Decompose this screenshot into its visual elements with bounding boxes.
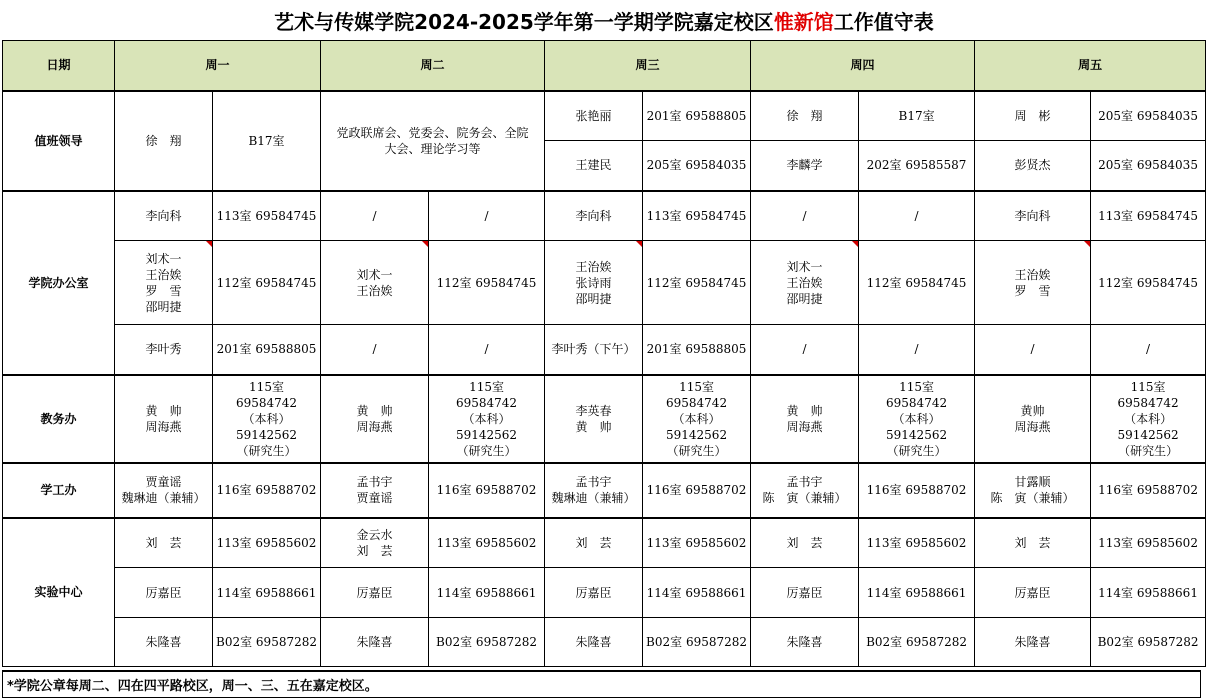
header-fri: 周五 [975, 41, 1206, 91]
leader-fri-room-1: 205室 69584035 [1091, 91, 1206, 141]
office-row-1 [3, 191, 1206, 241]
leader-wed-name-2: 王建民 [545, 141, 643, 191]
academic-cell: 黄 帅 周海燕 [321, 375, 429, 463]
lab-cell: 113室 69585602 [643, 518, 751, 568]
footnote: *学院公章每周二、四在四平路校区，周一、三、五在嘉定校区。 [2, 670, 1201, 698]
header-row [3, 41, 1206, 91]
office-cell: 113室 69584745 [213, 191, 321, 241]
office-cell: / [751, 191, 859, 241]
page-title [0, 0, 1208, 40]
student-cell: 贾童谣 魏琳迪（兼辅） [115, 463, 213, 518]
lab-cell: 刘 芸 [975, 518, 1091, 568]
lab-cell: 113室 69585602 [429, 518, 545, 568]
academic-cell: 115室 69584742 （本科） 59142562 （研究生） [643, 375, 751, 463]
dept-office: 学院办公室 [3, 191, 115, 375]
lab-cell: 朱隆喜 [751, 618, 859, 667]
lab-cell: 朱隆喜 [115, 618, 213, 667]
leader-wed-name-1: 张艳丽 [545, 91, 643, 141]
academic-row [3, 375, 1206, 463]
leader-fri-name-2: 彭贤杰 [975, 141, 1091, 191]
lab-cell: 113室 69585602 [859, 518, 975, 568]
office-cell: / [859, 325, 975, 375]
lab-cell: 114室 69588661 [429, 568, 545, 618]
header-date: 日期 [3, 41, 115, 91]
office-cell: / [429, 191, 545, 241]
student-cell: 孟书宇 贾童谣 [321, 463, 429, 518]
lab-cell: 113室 69585602 [1091, 518, 1206, 568]
title-suffix: 工作值守表 [833, 9, 934, 34]
student-cell: 116室 69588702 [643, 463, 751, 518]
office-cell: / [429, 325, 545, 375]
office-cell: 王治娭 张诗雨 邵明捷 [545, 241, 643, 325]
lab-cell: 朱隆喜 [545, 618, 643, 667]
lab-cell: 刘 芸 [751, 518, 859, 568]
office-cell: 112室 69584745 [859, 241, 975, 325]
dept-student: 学工办 [3, 463, 115, 518]
academic-cell: 黄 帅 周海燕 [115, 375, 213, 463]
academic-cell: 115室 69584742 （本科） 59142562 （研究生） [859, 375, 975, 463]
student-cell: 116室 69588702 [429, 463, 545, 518]
header-thu: 周四 [751, 41, 975, 91]
leader-wed-room-2: 205室 69584035 [643, 141, 751, 191]
leader-row-1 [3, 91, 1206, 141]
lab-cell: 刘 芸 [545, 518, 643, 568]
office-row-3 [3, 325, 1206, 375]
lab-cell: 厉嘉臣 [975, 568, 1091, 618]
leader-mon-room: B17室 [213, 91, 321, 191]
student-cell: 孟书宇 陈 寅（兼辅） [751, 463, 859, 518]
office-cell: 李叶秀 [115, 325, 213, 375]
office-cell: 113室 69584745 [643, 191, 751, 241]
lab-cell: 朱隆喜 [975, 618, 1091, 667]
lab-cell: B02室 69587282 [1091, 618, 1206, 667]
dept-lab: 实验中心 [3, 518, 115, 667]
student-cell: 116室 69588702 [859, 463, 975, 518]
office-cell: 112室 69584745 [213, 241, 321, 325]
office-cell: 李向科 [975, 191, 1091, 241]
office-cell: / [859, 191, 975, 241]
lab-row-1 [3, 518, 1206, 568]
academic-cell: 115室 69584742 （本科） 59142562 （研究生） [213, 375, 321, 463]
lab-cell: B02室 69587282 [429, 618, 545, 667]
student-row [3, 463, 1206, 518]
lab-cell: B02室 69587282 [859, 618, 975, 667]
leader-fri-name-1: 周 彬 [975, 91, 1091, 141]
office-cell: / [1091, 325, 1206, 375]
leader-thu-room-2: 202室 69585587 [859, 141, 975, 191]
lab-cell: B02室 69587282 [213, 618, 321, 667]
lab-row-3 [3, 618, 1206, 667]
lab-cell: B02室 69587282 [643, 618, 751, 667]
student-cell: 甘露顺 陈 寅（兼辅） [975, 463, 1091, 518]
office-cell: / [321, 191, 429, 241]
office-cell: 刘术一 王治娭 邵明捷 [751, 241, 859, 325]
office-cell: / [751, 325, 859, 375]
leader-mon-name: 徐 翔 [115, 91, 213, 191]
academic-cell: 黄 帅 周海燕 [751, 375, 859, 463]
office-cell: 李叶秀（下午） [545, 325, 643, 375]
office-cell: 112室 69584745 [643, 241, 751, 325]
lab-cell: 刘 芸 [115, 518, 213, 568]
lab-cell: 朱隆喜 [321, 618, 429, 667]
title-highlight: 惟新馆 [773, 9, 834, 34]
leader-thu-name-2: 李麟学 [751, 141, 859, 191]
office-row-2 [3, 241, 1206, 325]
title-prefix: 艺术与传媒学院2024-2025学年第一学期学院嘉定校区 [274, 9, 774, 34]
office-cell: 201室 69588805 [213, 325, 321, 375]
lab-cell: 厉嘉臣 [751, 568, 859, 618]
lab-cell: 厉嘉臣 [321, 568, 429, 618]
lab-cell: 厉嘉臣 [115, 568, 213, 618]
academic-cell: 黄帅 周海燕 [975, 375, 1091, 463]
academic-cell: 李英春 黄 帅 [545, 375, 643, 463]
leader-tue-meetings: 党政联席会、党委会、院务会、全院大会、理论学习等 [321, 91, 545, 191]
header-tue: 周二 [321, 41, 545, 91]
header-wed: 周三 [545, 41, 751, 91]
office-cell: 李向科 [545, 191, 643, 241]
leader-thu-name-1: 徐 翔 [751, 91, 859, 141]
academic-cell: 115室 69584742 （本科） 59142562 （研究生） [429, 375, 545, 463]
office-cell: / [321, 325, 429, 375]
dept-leader: 值班领导 [3, 91, 115, 191]
lab-cell: 114室 69588661 [859, 568, 975, 618]
office-cell: 112室 69584745 [1091, 241, 1206, 325]
lab-cell: 金云水 刘 芸 [321, 518, 429, 568]
student-cell: 116室 69588702 [213, 463, 321, 518]
office-cell: 刘术一 王治娭 罗 雪 邵明捷 [115, 241, 213, 325]
dept-academic: 教务办 [3, 375, 115, 463]
leader-fri-room-2: 205室 69584035 [1091, 141, 1206, 191]
lab-cell: 114室 69588661 [643, 568, 751, 618]
student-cell: 孟书宇 魏琳迪（兼辅） [545, 463, 643, 518]
office-cell: 113室 69584745 [1091, 191, 1206, 241]
student-cell: 116室 69588702 [1091, 463, 1206, 518]
office-cell: 201室 69588805 [643, 325, 751, 375]
office-cell: 刘术一 王治娭 [321, 241, 429, 325]
leader-thu-room-1: B17室 [859, 91, 975, 141]
lab-cell: 114室 69588661 [1091, 568, 1206, 618]
office-cell: / [975, 325, 1091, 375]
academic-cell: 115室 69584742 （本科） 59142562 （研究生） [1091, 375, 1206, 463]
office-cell: 112室 69584745 [429, 241, 545, 325]
leader-wed-room-1: 201室 69588805 [643, 91, 751, 141]
lab-cell: 113室 69585602 [213, 518, 321, 568]
lab-cell: 厉嘉臣 [545, 568, 643, 618]
lab-cell: 114室 69588661 [213, 568, 321, 618]
lab-row-2 [3, 568, 1206, 618]
header-mon: 周一 [115, 41, 321, 91]
duty-table [2, 40, 1206, 667]
office-cell: 李向科 [115, 191, 213, 241]
office-cell: 王治娭 罗 雪 [975, 241, 1091, 325]
